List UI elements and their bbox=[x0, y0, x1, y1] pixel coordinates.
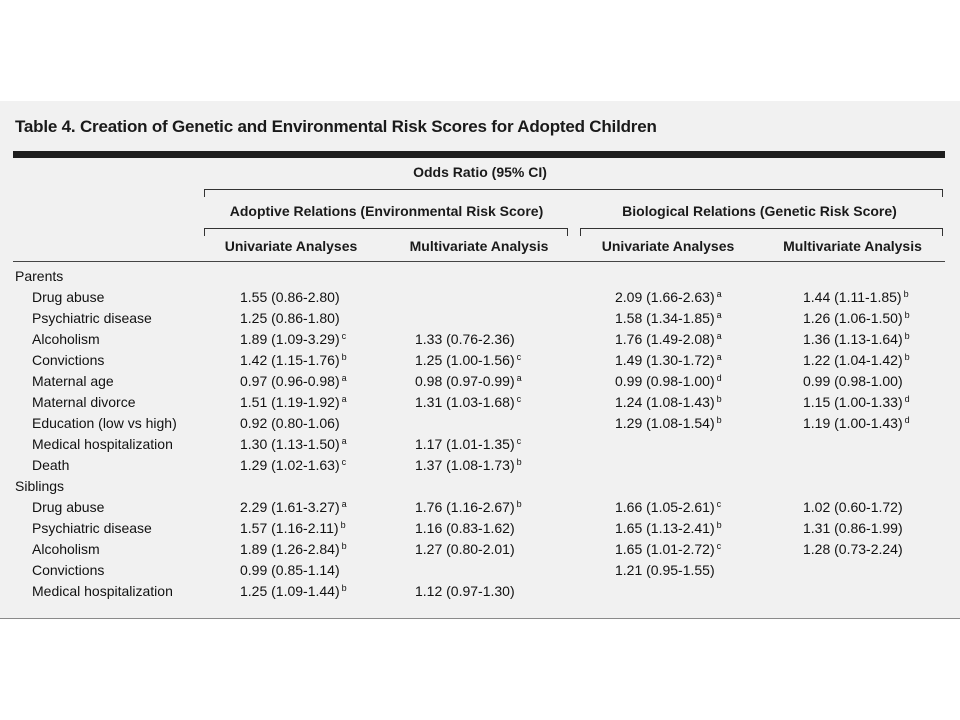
group-row bbox=[0, 266, 960, 287]
cell-c2 bbox=[415, 455, 522, 476]
row-label: Convictions bbox=[32, 562, 105, 578]
cell-value: 1.65 (1.01-2.72) bbox=[615, 541, 715, 557]
footnote-marker: a bbox=[516, 373, 522, 383]
cell-value: 1.36 (1.13-1.64) bbox=[803, 331, 903, 347]
footnote-marker: b bbox=[341, 583, 347, 593]
cell-c3 bbox=[615, 350, 722, 371]
cell-c2 bbox=[415, 476, 417, 497]
cell-c2 bbox=[415, 413, 417, 434]
cell-value: 1.24 (1.08-1.43) bbox=[615, 394, 715, 410]
cell-value: 1.27 (0.80-2.01) bbox=[415, 541, 515, 557]
cell-c1 bbox=[240, 539, 347, 560]
group-label: Parents bbox=[15, 268, 64, 284]
table-row bbox=[0, 413, 960, 434]
cell-c1 bbox=[240, 413, 342, 434]
cell-value: 1.49 (1.30-1.72) bbox=[615, 352, 715, 368]
footnote-marker: b bbox=[516, 499, 522, 509]
cell-c4 bbox=[803, 392, 910, 413]
cell-value: 0.98 (0.97-0.99) bbox=[415, 373, 515, 389]
footnote-marker: a bbox=[341, 499, 347, 509]
cell-c4 bbox=[803, 350, 910, 371]
table-row bbox=[0, 350, 960, 371]
cell-c3 bbox=[615, 413, 722, 434]
cell-c3 bbox=[615, 497, 721, 518]
footnote-marker: a bbox=[341, 394, 347, 404]
col4-header: Multivariate Analysis bbox=[783, 238, 922, 254]
row-label: Medical hospitalization bbox=[32, 583, 173, 599]
cell-value: 1.28 (0.73-2.24) bbox=[803, 541, 903, 557]
table-row bbox=[0, 287, 960, 308]
table-row bbox=[0, 308, 960, 329]
col1-header: Univariate Analyses bbox=[224, 238, 358, 254]
cell-c3 bbox=[615, 329, 722, 350]
cell-value: 1.42 (1.15-1.76) bbox=[240, 352, 340, 368]
cell-value: 1.26 (1.06-1.50) bbox=[803, 310, 903, 326]
cell-c2 bbox=[415, 581, 517, 602]
cell-c4 bbox=[803, 308, 910, 329]
footnote-marker: a bbox=[716, 352, 722, 362]
cell-c1 bbox=[240, 455, 346, 476]
cell-c2 bbox=[415, 392, 521, 413]
cell-value: 1.31 (1.03-1.68) bbox=[415, 394, 515, 410]
cell-c3 bbox=[615, 287, 722, 308]
table-row bbox=[0, 455, 960, 476]
cell-c3 bbox=[615, 371, 722, 392]
cell-c4 bbox=[803, 455, 805, 476]
cell-value: 1.66 (1.05-2.61) bbox=[615, 499, 715, 515]
cell-c2 bbox=[415, 371, 522, 392]
cell-c4 bbox=[803, 413, 910, 434]
row-label: Convictions bbox=[32, 352, 105, 368]
header-bottom-rule bbox=[13, 261, 945, 262]
table-row bbox=[0, 329, 960, 350]
cell-value: 1.57 (1.16-2.11) bbox=[240, 520, 339, 536]
cell-value: 1.25 (1.00-1.56) bbox=[415, 352, 515, 368]
cell-c1 bbox=[240, 287, 342, 308]
cell-value: 0.97 (0.96-0.98) bbox=[240, 373, 340, 389]
cell-value: 1.31 (0.86-1.99) bbox=[803, 520, 903, 536]
cell-c3 bbox=[615, 581, 617, 602]
cell-value: 1.29 (1.08-1.54) bbox=[615, 415, 715, 431]
table-row bbox=[0, 497, 960, 518]
adoptive-bracket bbox=[204, 228, 568, 236]
cell-value: 1.55 (0.86-2.80) bbox=[240, 289, 340, 305]
footnote-marker: c bbox=[716, 499, 722, 509]
cell-value: 1.76 (1.16-2.67) bbox=[415, 499, 515, 515]
footnote-marker: b bbox=[904, 352, 910, 362]
cell-value: 1.76 (1.49-2.08) bbox=[615, 331, 715, 347]
footnote-marker: c bbox=[516, 394, 522, 404]
cell-value: 0.99 (0.98-1.00) bbox=[803, 373, 903, 389]
cell-c4 bbox=[803, 560, 805, 581]
cell-value: 1.37 (1.08-1.73) bbox=[415, 457, 515, 473]
row-label: Maternal divorce bbox=[32, 394, 136, 410]
table-row bbox=[0, 581, 960, 602]
footnote-marker: a bbox=[716, 310, 722, 320]
cell-c3 bbox=[615, 455, 617, 476]
footnote-marker: c bbox=[341, 331, 347, 341]
cell-c1 bbox=[240, 518, 346, 539]
top-thick-rule bbox=[13, 151, 945, 158]
footnote-marker: d bbox=[904, 415, 910, 425]
cell-c1 bbox=[240, 497, 347, 518]
cell-value: 2.29 (1.61-3.27) bbox=[240, 499, 340, 515]
biological-bracket bbox=[580, 228, 943, 236]
footnote-marker: b bbox=[716, 394, 722, 404]
row-label: Alcoholism bbox=[32, 331, 100, 347]
table-row bbox=[0, 539, 960, 560]
cell-value: 1.65 (1.13-2.41) bbox=[615, 520, 715, 536]
cell-c2 bbox=[415, 539, 517, 560]
cell-c1 bbox=[240, 350, 347, 371]
cell-value: 0.92 (0.80-1.06) bbox=[240, 415, 340, 431]
cell-c4 bbox=[803, 287, 909, 308]
cell-c1 bbox=[240, 371, 347, 392]
odds-ratio-bracket bbox=[204, 189, 943, 197]
cell-value: 1.02 (0.60-1.72) bbox=[803, 499, 903, 515]
row-label: Drug abuse bbox=[32, 289, 105, 305]
footnote-marker: b bbox=[516, 457, 522, 467]
row-label: Maternal age bbox=[32, 373, 114, 389]
footnote-marker: b bbox=[341, 541, 347, 551]
odds-ratio-header: Odds Ratio (95% CI) bbox=[413, 164, 547, 180]
cell-value: 0.99 (0.85-1.14) bbox=[240, 562, 340, 578]
cell-c1 bbox=[240, 560, 342, 581]
cell-value: 1.89 (1.26-2.84) bbox=[240, 541, 340, 557]
footnote-marker: b bbox=[904, 331, 910, 341]
adoptive-relations-header: Adoptive Relations (Environmental Risk Score) bbox=[229, 203, 544, 219]
cell-c2 bbox=[415, 287, 417, 308]
footnote-marker: d bbox=[716, 373, 722, 383]
row-label: Education (low vs high) bbox=[32, 415, 177, 431]
cell-value: 0.99 (0.98-1.00) bbox=[615, 373, 715, 389]
cell-c1 bbox=[240, 308, 342, 329]
cell-value: 1.22 (1.04-1.42) bbox=[803, 352, 903, 368]
footnote-marker: a bbox=[716, 289, 722, 299]
footnote-marker: b bbox=[716, 415, 722, 425]
cell-value: 2.09 (1.66-2.63) bbox=[615, 289, 715, 305]
cell-c2 bbox=[415, 560, 417, 581]
cell-value: 1.25 (1.09-1.44) bbox=[240, 583, 340, 599]
cell-c3 bbox=[615, 539, 721, 560]
footnote-marker: b bbox=[341, 352, 347, 362]
cell-c3 bbox=[615, 518, 722, 539]
col3-header: Univariate Analyses bbox=[601, 238, 735, 254]
cell-value: 1.16 (0.83-1.62) bbox=[415, 520, 515, 536]
cell-value: 1.58 (1.34-1.85) bbox=[615, 310, 715, 326]
table-row bbox=[0, 434, 960, 455]
col2-header: Multivariate Analysis bbox=[409, 238, 549, 254]
cell-c4 bbox=[803, 476, 805, 497]
footnote-marker: c bbox=[341, 457, 347, 467]
cell-value: 1.29 (1.02-1.63) bbox=[240, 457, 340, 473]
footnote-marker: b bbox=[716, 520, 722, 530]
footnote-marker: c bbox=[716, 541, 722, 551]
row-label: Medical hospitalization bbox=[32, 436, 173, 452]
cell-value: 1.17 (1.01-1.35) bbox=[415, 436, 515, 452]
table-row bbox=[0, 518, 960, 539]
cell-c1 bbox=[240, 476, 242, 497]
group-row bbox=[0, 476, 960, 497]
cell-c1 bbox=[240, 581, 347, 602]
footnote-marker: a bbox=[341, 436, 347, 446]
cell-c1 bbox=[240, 434, 347, 455]
cell-c2 bbox=[415, 350, 521, 371]
cell-value: 1.19 (1.00-1.43) bbox=[803, 415, 903, 431]
cell-c1 bbox=[240, 266, 242, 287]
row-label: Psychiatric disease bbox=[32, 310, 152, 326]
cell-c4 bbox=[803, 581, 805, 602]
cell-c2 bbox=[415, 434, 521, 455]
cell-c4 bbox=[803, 518, 905, 539]
row-label: Death bbox=[32, 457, 70, 473]
cell-value: 1.21 (0.95-1.55) bbox=[615, 562, 715, 578]
cell-c2 bbox=[415, 329, 517, 350]
row-label: Drug abuse bbox=[32, 499, 105, 515]
cell-c4 bbox=[803, 434, 805, 455]
cell-c1 bbox=[240, 392, 347, 413]
cell-c1 bbox=[240, 329, 346, 350]
cell-value: 1.25 (0.86-1.80) bbox=[240, 310, 340, 326]
cell-value: 1.89 (1.09-3.29) bbox=[240, 331, 340, 347]
table-row bbox=[0, 371, 960, 392]
cell-value: 1.51 (1.19-1.92) bbox=[240, 394, 340, 410]
group-label: Siblings bbox=[15, 478, 65, 494]
cell-c2 bbox=[415, 497, 522, 518]
cell-c4 bbox=[803, 539, 905, 560]
footnote-marker: b bbox=[340, 520, 346, 530]
row-label: Psychiatric disease bbox=[32, 520, 152, 536]
cell-c3 bbox=[615, 266, 617, 287]
table-title: Table 4. Creation of Genetic and Environmental Risk Scores for Adopted Children bbox=[15, 117, 657, 136]
cell-value: 1.15 (1.00-1.33) bbox=[803, 394, 903, 410]
cell-c4 bbox=[803, 497, 905, 518]
cell-c2 bbox=[415, 266, 417, 287]
cell-c3 bbox=[615, 392, 722, 413]
cell-c3 bbox=[615, 476, 617, 497]
cell-c2 bbox=[415, 308, 417, 329]
biological-relations-header: Biological Relations (Genetic Risk Score) bbox=[622, 203, 897, 219]
footnote-marker: d bbox=[904, 394, 910, 404]
footnote-marker: a bbox=[341, 373, 347, 383]
row-label: Alcoholism bbox=[32, 541, 100, 557]
cell-c3 bbox=[615, 308, 722, 329]
table-panel bbox=[0, 101, 960, 619]
cell-c4 bbox=[803, 266, 805, 287]
cell-value: 1.33 (0.76-2.36) bbox=[415, 331, 515, 347]
cell-c4 bbox=[803, 371, 905, 392]
table-row bbox=[0, 392, 960, 413]
cell-c4 bbox=[803, 329, 910, 350]
cell-value: 1.44 (1.11-1.85) bbox=[803, 289, 902, 305]
cell-c3 bbox=[615, 434, 617, 455]
footnote-marker: c bbox=[516, 436, 522, 446]
footnote-marker: b bbox=[903, 289, 909, 299]
cell-value: 1.30 (1.13-1.50) bbox=[240, 436, 340, 452]
table-row bbox=[0, 560, 960, 581]
cell-c2 bbox=[415, 518, 517, 539]
cell-c3 bbox=[615, 560, 717, 581]
footnote-marker: a bbox=[716, 331, 722, 341]
footnote-marker: b bbox=[904, 310, 910, 320]
footnote-marker: c bbox=[516, 352, 522, 362]
cell-value: 1.12 (0.97-1.30) bbox=[415, 583, 515, 599]
